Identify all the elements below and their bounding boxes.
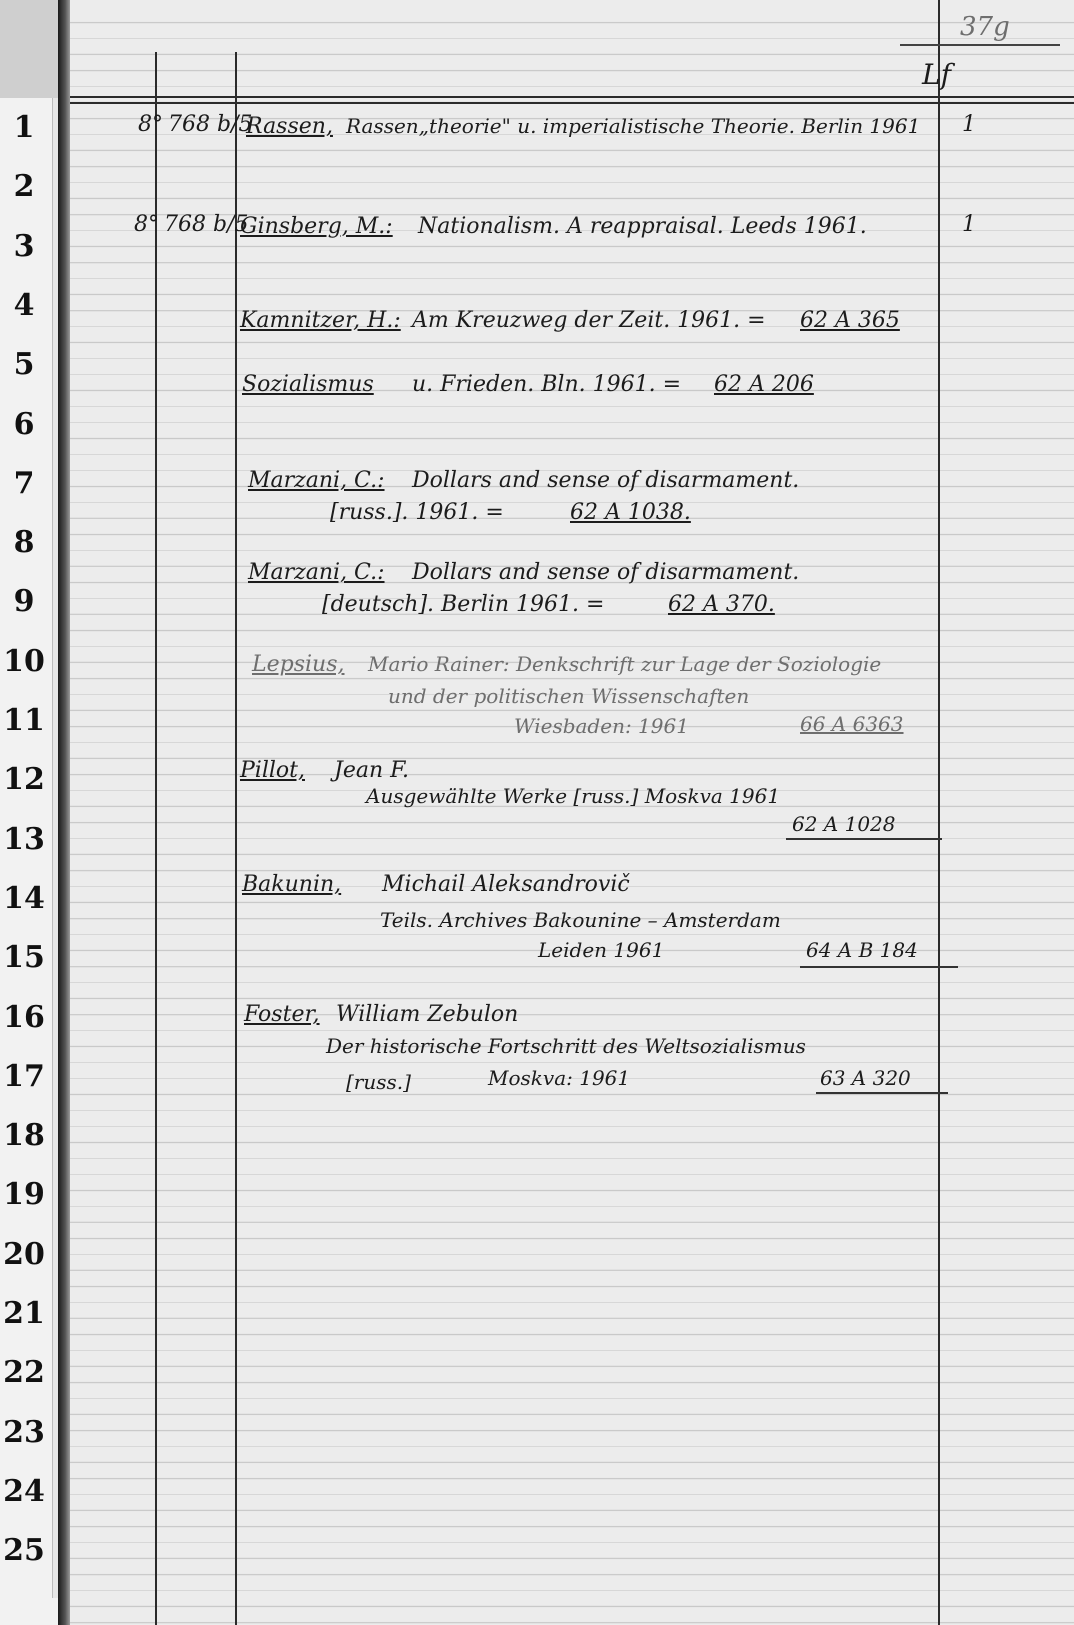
line-number: 10 bbox=[3, 644, 45, 679]
entry-5-title: Dollars and sense of disarmament. bbox=[412, 468, 800, 493]
entry-4-author: Sozialismus bbox=[242, 372, 374, 397]
line-number: 24 bbox=[3, 1474, 45, 1509]
entry-10-signature: 63 A 320 bbox=[820, 1066, 911, 1090]
line-number: 23 bbox=[3, 1415, 45, 1450]
entry-9-rule bbox=[800, 966, 958, 968]
entry-10-author: Foster, bbox=[244, 1002, 320, 1027]
entry-6-line2: [deutsch]. Berlin 1961. = bbox=[322, 592, 605, 617]
entry-2-author: Ginsberg, M.: bbox=[240, 214, 393, 239]
line-number: 25 bbox=[3, 1533, 45, 1568]
line-number: 17 bbox=[3, 1059, 45, 1094]
entry-7-line2: und der politischen Wissenschaften bbox=[388, 684, 750, 708]
line-number: 3 bbox=[13, 229, 35, 264]
entry-10-line2: Der historische Fortschritt des Weltsozialismus bbox=[326, 1034, 806, 1058]
entry-8-title: Jean F. bbox=[334, 758, 409, 783]
line-number: 9 bbox=[13, 584, 35, 619]
line-number: 14 bbox=[3, 881, 45, 916]
header-rule bbox=[70, 96, 1074, 98]
line-number: 7 bbox=[13, 466, 35, 501]
folio-number: 37g bbox=[960, 12, 1010, 42]
line-number: 13 bbox=[3, 822, 45, 857]
entry-8-author: Pillot, bbox=[240, 758, 305, 783]
entry-10-rule bbox=[816, 1092, 948, 1094]
line-number: 22 bbox=[3, 1355, 45, 1390]
folio-underline bbox=[900, 44, 1060, 46]
column-rule-format bbox=[155, 52, 157, 1625]
entry-6-author: Marzani, C.: bbox=[248, 560, 385, 585]
entry-7-title: Mario Rainer: Denkschrift zur Lage der Soziologie bbox=[368, 652, 882, 676]
entry-1-shelfmark: 768 b/5 bbox=[168, 112, 253, 137]
entry-2-title: Nationalism. A reappraisal. Leeds 1961. bbox=[418, 214, 867, 239]
entry-1-title: Rassen„theorie" u. imperialistische Theorie. Berlin 1961 bbox=[346, 114, 921, 138]
entry-9-title: Michail Aleksandrovič bbox=[382, 872, 630, 897]
line-number: 15 bbox=[3, 940, 45, 975]
entry-2-count: 1 bbox=[962, 212, 976, 237]
header-rule-double bbox=[70, 102, 1074, 104]
entry-6-title: Dollars and sense of disarmament. bbox=[412, 560, 800, 585]
entry-1-author: Rassen, bbox=[246, 114, 333, 139]
line-number: 2 bbox=[13, 169, 35, 204]
book-binding-shadow bbox=[58, 0, 70, 1625]
line-number: 12 bbox=[3, 762, 45, 797]
line-number: 20 bbox=[3, 1237, 45, 1272]
entry-7-line3: Wiesbaden: 1961 bbox=[514, 714, 689, 738]
entry-5-line2: [russ.]. 1961. = bbox=[330, 500, 504, 525]
entry-10-line3: [russ.] bbox=[346, 1070, 411, 1094]
entry-7-signature: 66 A 6363 bbox=[800, 712, 904, 736]
column-rule-count bbox=[938, 0, 940, 1625]
entry-8-rule bbox=[786, 838, 942, 840]
entry-6-signature: 62 A 370. bbox=[668, 592, 775, 617]
line-number: 8 bbox=[13, 525, 35, 560]
collection-code: Lf bbox=[922, 58, 951, 91]
entry-2-format: 8° bbox=[134, 212, 159, 237]
line-number: 19 bbox=[3, 1177, 45, 1212]
entry-10-line4: Moskva: 1961 bbox=[488, 1066, 631, 1090]
line-number: 11 bbox=[3, 703, 45, 738]
entry-9-signature: 64 A B 184 bbox=[806, 938, 918, 962]
line-number: 18 bbox=[3, 1118, 45, 1153]
line-number: 5 bbox=[13, 347, 35, 382]
entry-5-author: Marzani, C.: bbox=[248, 468, 385, 493]
line-number: 16 bbox=[3, 1000, 45, 1035]
entry-1-count: 1 bbox=[962, 112, 976, 137]
line-number: 21 bbox=[3, 1296, 45, 1331]
gutter-header-block bbox=[0, 0, 58, 98]
entry-8-signature: 62 A 1028 bbox=[792, 812, 896, 836]
entry-9-line3: Leiden 1961 bbox=[538, 938, 665, 962]
entry-5-signature: 62 A 1038. bbox=[570, 500, 691, 525]
entry-3-author: Kamnitzer, H.: bbox=[240, 308, 401, 333]
line-number: 1 bbox=[13, 110, 35, 145]
ruled-sheet bbox=[70, 0, 1074, 1625]
column-rule-shelfmark bbox=[235, 52, 237, 1625]
entry-4-signature: 62 A 206 bbox=[714, 372, 814, 397]
entry-10-title: William Zebulon bbox=[336, 1002, 519, 1027]
entry-2-shelfmark: 768 b/5 bbox=[164, 212, 249, 237]
entry-3-title: Am Kreuzweg der Zeit. 1961. = bbox=[412, 308, 766, 333]
entry-9-line2: Teils. Archives Bakounine – Amsterdam bbox=[380, 908, 781, 932]
entry-1-format: 8° bbox=[138, 112, 163, 137]
line-number: 4 bbox=[13, 288, 35, 323]
entry-9-author: Bakunin, bbox=[242, 872, 342, 897]
entry-7-author: Lepsius, bbox=[252, 652, 345, 677]
line-number: 6 bbox=[13, 407, 35, 442]
entry-8-line2: Ausgewählte Werke [russ.] Moskva 1961 bbox=[366, 784, 781, 808]
entry-4-title: u. Frieden. Bln. 1961. = bbox=[412, 372, 682, 397]
entry-3-signature: 62 A 365 bbox=[800, 308, 900, 333]
